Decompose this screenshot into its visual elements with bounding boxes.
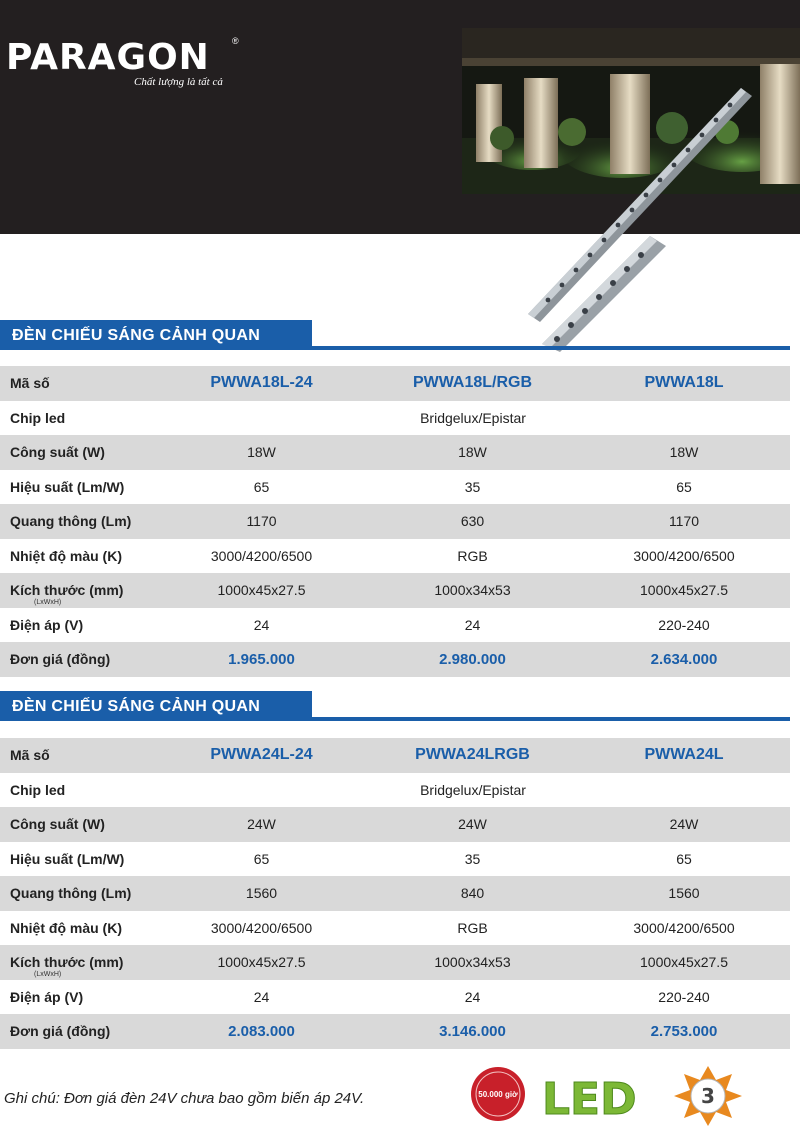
model-code: PWWA24L-24 (156, 738, 367, 773)
brand-logo (6, 36, 239, 88)
row-label: Hiệu suất (Lm/W) (0, 842, 156, 877)
price-value: 3.146.000 (367, 1014, 578, 1049)
table-row-chip (0, 401, 790, 436)
row-label: Công suất (W) (0, 807, 156, 842)
cell-value: RGB (367, 911, 578, 946)
cell-value: 840 (367, 876, 578, 911)
cell-value: 1560 (156, 876, 367, 911)
chip-value: Bridgelux/Epistar (156, 773, 790, 808)
model-code: PWWA24LRGB (367, 738, 578, 773)
footer-note: Ghi chú: Đơn giá đèn 24V chưa bao gồm biến áp 24V. (4, 1090, 365, 1107)
price-value: 2.980.000 (367, 642, 578, 677)
section-header-2 (0, 691, 790, 721)
cell-value: 1000x45x27.5 (578, 945, 790, 980)
row-label-subnote: (LxWxH) (34, 598, 62, 606)
table-row-model (0, 738, 790, 773)
row-label (0, 573, 156, 608)
cell-value: 1560 (578, 876, 790, 911)
chip-value: Bridgelux/Epistar (156, 401, 790, 436)
header-banner (0, 0, 800, 234)
cell-value: 24W (578, 807, 790, 842)
cell-value: 65 (578, 842, 790, 877)
cell-value: 1170 (156, 504, 367, 539)
table-row-model (0, 366, 790, 401)
cell-value: 35 (367, 842, 578, 877)
table-row (0, 980, 790, 1015)
row-label: Nhiệt độ màu (K) (0, 911, 156, 946)
row-label (0, 945, 156, 980)
cell-value: 3000/4200/6500 (578, 911, 790, 946)
section-rule (312, 346, 790, 350)
row-label: Công suất (W) (0, 435, 156, 470)
section-title: ĐÈN CHIẾU SÁNG CẢNH QUAN (12, 327, 261, 344)
table-row (0, 945, 790, 980)
cell-value: 18W (156, 435, 367, 470)
row-label: Quang thông (Lm) (0, 876, 156, 911)
warranty-hours-badge (471, 1067, 525, 1121)
cell-value: 24 (367, 980, 578, 1015)
price-value: 2.753.000 (578, 1014, 790, 1049)
row-label: Hiệu suất (Lm/W) (0, 470, 156, 505)
registered-mark: ® (232, 36, 239, 46)
spec-table-1 (0, 366, 790, 677)
cell-value: 18W (578, 435, 790, 470)
cell-value: 65 (156, 842, 367, 877)
table-row-price (0, 1014, 790, 1049)
row-label: Điện áp (V) (0, 608, 156, 643)
cell-value: 220-240 (578, 608, 790, 643)
cell-value: 24 (156, 980, 367, 1015)
cell-value: 1000x34x53 (367, 573, 578, 608)
row-label-text: Kích thước (mm) (10, 582, 124, 599)
row-label: Chip led (0, 773, 156, 808)
cell-value: 220-240 (578, 980, 790, 1015)
warranty-years-text: 3 (701, 1084, 715, 1108)
price-value: 2.083.000 (156, 1014, 367, 1049)
landscape-photo (462, 28, 800, 194)
row-label-subnote: (LxWxH) (34, 970, 62, 978)
model-code: PWWA18L (578, 366, 790, 401)
table-row-chip (0, 773, 790, 808)
row-label: Chip led (0, 401, 156, 436)
table-row (0, 470, 790, 505)
row-label: Nhiệt độ màu (K) (0, 539, 156, 574)
cell-value: 24 (367, 608, 578, 643)
cell-value: 1170 (578, 504, 790, 539)
cell-value: 65 (578, 470, 790, 505)
table-row (0, 435, 790, 470)
cell-value: 630 (367, 504, 578, 539)
brand-tagline: Chất lượng là tất cả (134, 76, 223, 88)
price-value: 1.965.000 (156, 642, 367, 677)
row-label: Đơn giá (đồng) (0, 642, 156, 677)
table-row-price (0, 642, 790, 677)
led-logo-text: LED (542, 1074, 637, 1125)
row-label: Mã số (0, 366, 156, 401)
table-row (0, 539, 790, 574)
led-logo (542, 1074, 637, 1125)
cell-value: 24W (156, 807, 367, 842)
cell-value: 35 (367, 470, 578, 505)
spec-table-2 (0, 738, 790, 1049)
table-row (0, 842, 790, 877)
price-value: 2.634.000 (578, 642, 790, 677)
section-rule (312, 717, 790, 721)
cell-value: 1000x45x27.5 (578, 573, 790, 608)
row-label-text: Kích thước (mm) (10, 954, 124, 971)
model-code: PWWA18L-24 (156, 366, 367, 401)
table-row (0, 807, 790, 842)
cell-value: 1000x45x27.5 (156, 573, 367, 608)
row-label: Quang thông (Lm) (0, 504, 156, 539)
cell-value: 3000/4200/6500 (156, 911, 367, 946)
cell-value: RGB (367, 539, 578, 574)
warranty-hours-text: 50.000 giờ (478, 1090, 518, 1099)
cell-value: 65 (156, 470, 367, 505)
cell-value: 24 (156, 608, 367, 643)
section-header-1 (0, 320, 790, 350)
cell-value: 3000/4200/6500 (578, 539, 790, 574)
section-title: ĐÈN CHIẾU SÁNG CẢNH QUAN (12, 698, 261, 715)
cell-value: 1000x34x53 (367, 945, 578, 980)
table-row (0, 504, 790, 539)
model-code: PWWA18L/RGB (367, 366, 578, 401)
section-tab (0, 320, 312, 350)
model-code: PWWA24L (578, 738, 790, 773)
brand-name: PARAGON (6, 37, 210, 78)
certification-badges (468, 1060, 758, 1130)
cell-value: 24W (367, 807, 578, 842)
table-row (0, 608, 790, 643)
table-row (0, 876, 790, 911)
cell-value: 1000x45x27.5 (156, 945, 367, 980)
three-year-warranty-badge (674, 1066, 742, 1126)
table-row (0, 911, 790, 946)
table-row (0, 573, 790, 608)
row-label: Điện áp (V) (0, 980, 156, 1015)
section-tab (0, 691, 312, 721)
row-label: Đơn giá (đồng) (0, 1014, 156, 1049)
cell-value: 3000/4200/6500 (156, 539, 367, 574)
row-label: Mã số (0, 738, 156, 773)
cell-value: 18W (367, 435, 578, 470)
